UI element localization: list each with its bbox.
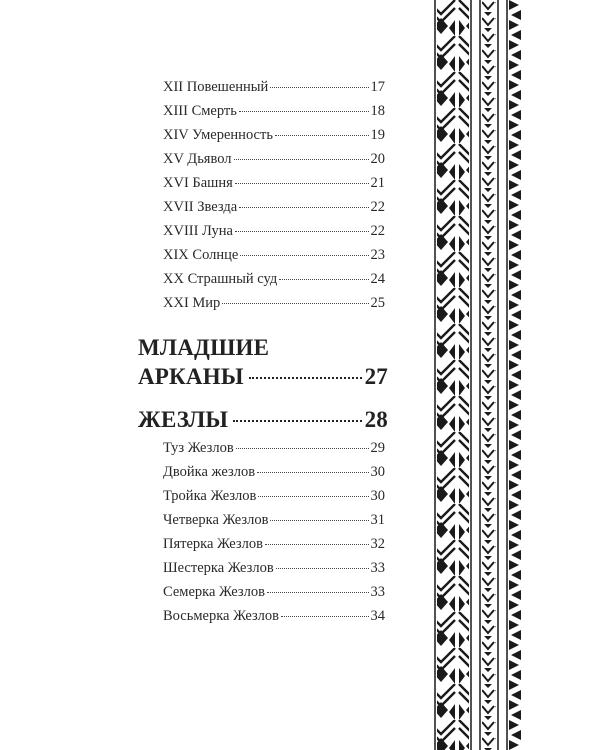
toc-entry-page: 33 — [370, 584, 385, 600]
toc-entry-label: Пятерка Жезлов — [163, 536, 263, 552]
tribal-border-ornament — [425, 0, 525, 750]
toc-entry[interactable] — [163, 606, 385, 626]
dot-leader — [281, 616, 368, 617]
toc-entry[interactable] — [163, 125, 385, 145]
dot-leader — [258, 496, 368, 497]
section-heading-wands-page: 28 — [364, 407, 388, 432]
toc-entry-label: XV Дьявол — [163, 151, 232, 167]
toc-entry-page: 22 — [370, 199, 385, 215]
dot-leader — [235, 183, 369, 184]
dot-leader — [233, 420, 361, 422]
toc-entry-label: XII Повешенный — [163, 79, 269, 95]
dot-leader — [279, 279, 368, 280]
toc-entry-page: 24 — [370, 271, 385, 287]
toc-entry-label: Семерка Жезлов — [163, 584, 265, 600]
toc-entry[interactable] — [163, 486, 385, 506]
chevron-band — [482, 0, 496, 750]
toc-entry[interactable] — [163, 269, 385, 289]
toc-entry-page: 32 — [370, 536, 385, 552]
wedge-band — [509, 0, 521, 750]
toc-entry-label: XVI Башня — [163, 175, 233, 191]
toc-entry-label: XX Страшный суд — [163, 271, 278, 287]
dot-leader — [267, 592, 369, 593]
dot-leader — [240, 255, 368, 256]
toc-entry-label: XIII Смерть — [163, 103, 237, 119]
toc-entry-label: Восьмерка Жезлов — [163, 608, 280, 624]
toc-entry-page: 30 — [370, 464, 385, 480]
dot-leader — [222, 303, 368, 304]
toc-entry[interactable] — [163, 510, 385, 530]
toc-entry-label: Тройка Жезлов — [163, 488, 257, 504]
dot-leader — [270, 520, 368, 521]
toc-entry[interactable] — [163, 438, 385, 458]
dot-leader — [235, 231, 369, 232]
toc-entry-page: 29 — [370, 440, 385, 456]
section-heading-minor-line1[interactable]: МЛАДШИЕ — [138, 335, 270, 360]
toc-entry[interactable] — [163, 558, 385, 578]
toc-entry-label: Туз Жезлов — [163, 440, 234, 456]
toc-entry-label: XIX Солнце — [163, 247, 239, 263]
toc-entry[interactable] — [163, 197, 385, 217]
toc-entry[interactable] — [163, 77, 385, 97]
toc-entry-page: 23 — [370, 247, 385, 263]
toc-entry[interactable] — [163, 101, 385, 121]
section-heading-wands[interactable] — [138, 405, 388, 435]
toc-entry-label: XIV Умеренность — [163, 127, 273, 143]
dot-leader — [270, 87, 368, 88]
diamond-band — [437, 0, 469, 750]
toc-entry-page: 34 — [370, 608, 385, 624]
dot-leader — [257, 472, 368, 473]
dot-leader — [236, 448, 369, 449]
toc-entry-page: 20 — [370, 151, 385, 167]
toc-entry[interactable] — [163, 173, 385, 193]
toc-entry-page: 19 — [370, 127, 385, 143]
dot-leader — [275, 135, 369, 136]
toc-entry-page: 22 — [370, 223, 385, 239]
section-heading-minor-page: 27 — [364, 364, 388, 389]
toc-entry-label: XXI Мир — [163, 295, 221, 311]
toc-entry-label: Двойка жезлов — [163, 464, 256, 480]
toc-entry[interactable] — [163, 221, 385, 241]
section-heading-minor[interactable] — [138, 362, 388, 392]
dot-leader — [239, 207, 368, 208]
toc-entry-page: 30 — [370, 488, 385, 504]
toc-entry-label: XVIII Луна — [163, 223, 233, 239]
toc-entry[interactable] — [163, 245, 385, 265]
toc-entry[interactable] — [163, 462, 385, 482]
section-heading-minor-line2: АРКАНЫ — [138, 364, 244, 389]
dot-leader — [239, 111, 369, 112]
toc-entry-page: 33 — [370, 560, 385, 576]
toc-entry[interactable] — [163, 293, 385, 313]
toc-entry-page: 21 — [370, 175, 385, 191]
toc-entry-page: 31 — [370, 512, 385, 528]
toc-entry-page: 25 — [370, 295, 385, 311]
dot-leader — [234, 159, 369, 160]
toc-entry-label: Шестерка Жезлов — [163, 560, 274, 576]
toc-entry-label: XVII Звезда — [163, 199, 238, 215]
dot-leader — [265, 544, 369, 545]
toc-entry[interactable] — [163, 149, 385, 169]
dot-leader — [249, 377, 362, 379]
dot-leader — [276, 568, 369, 569]
section-heading-wands-title: ЖЕЗЛЫ — [138, 407, 229, 432]
toc-entry[interactable] — [163, 582, 385, 602]
toc-entry[interactable] — [163, 534, 385, 554]
toc-entry-label: Четверка Жезлов — [163, 512, 269, 528]
toc-entry-page: 17 — [370, 79, 385, 95]
toc-entry-page: 18 — [370, 103, 385, 119]
